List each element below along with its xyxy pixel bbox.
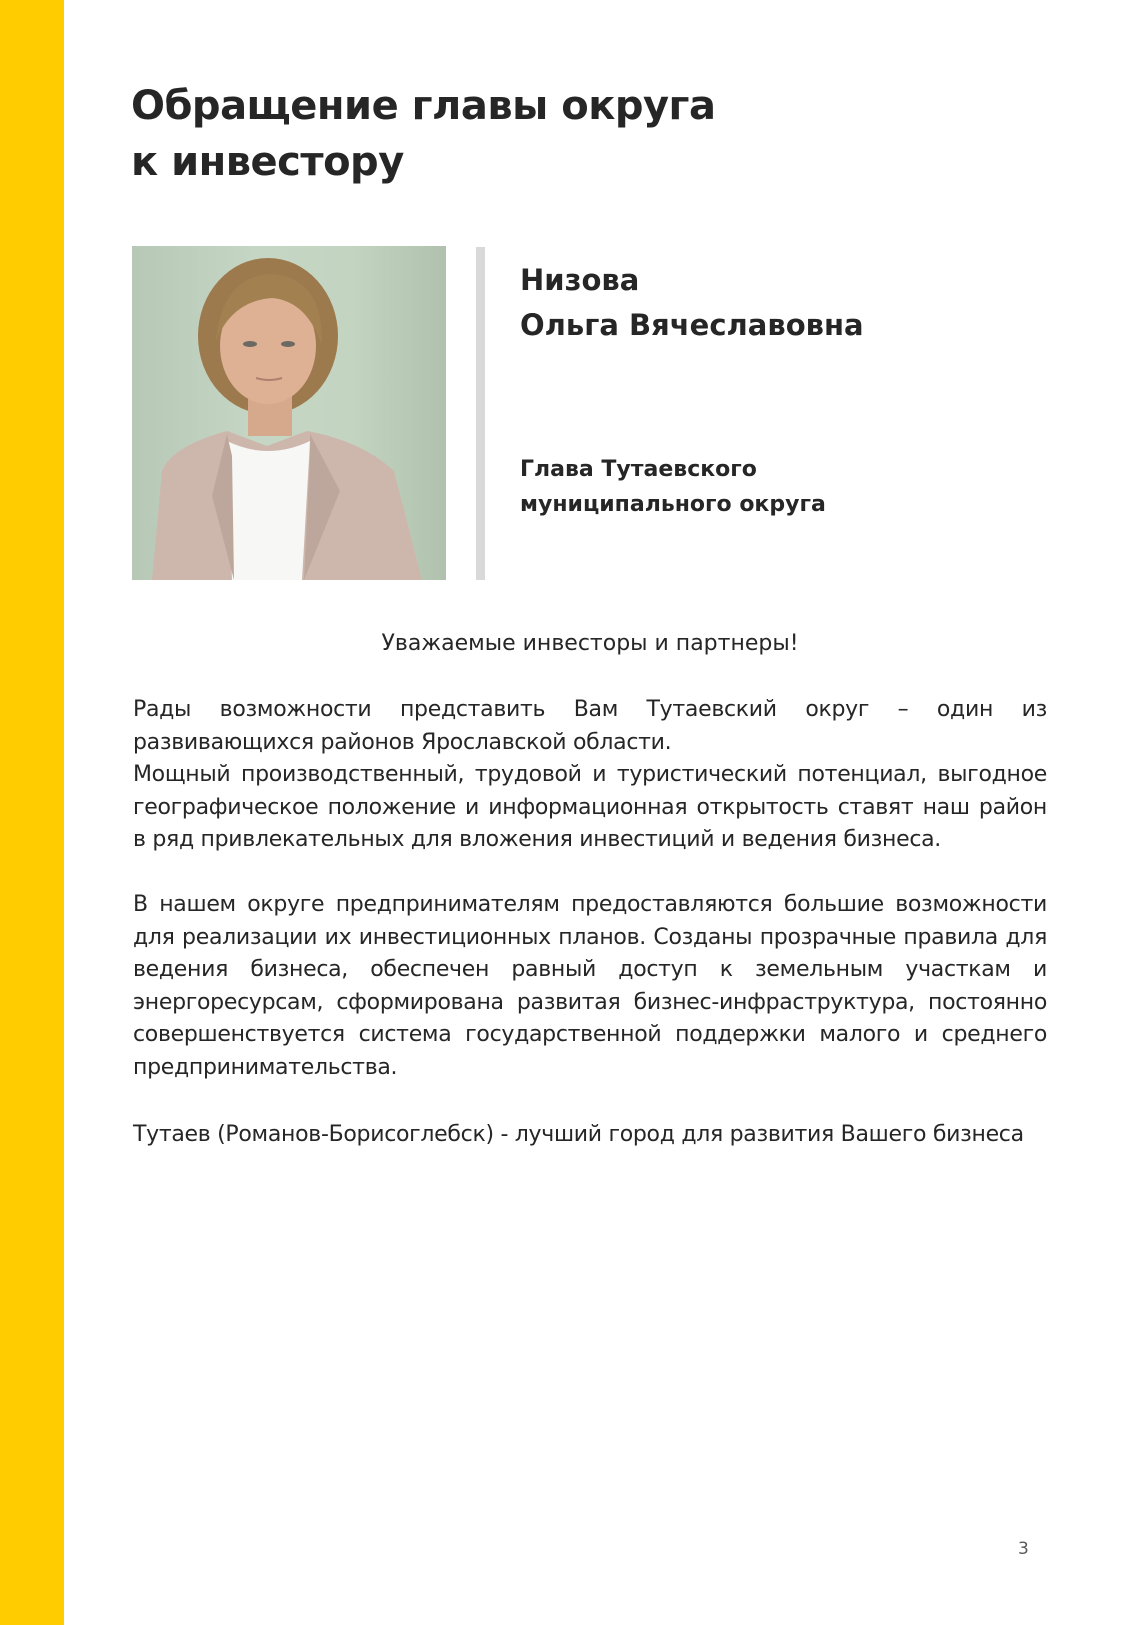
- right-eye: [281, 341, 295, 347]
- person-position: [520, 452, 826, 522]
- person-position-line-2: муниципального округа: [520, 492, 826, 517]
- person-given-names: Ольга Вячеславовна: [520, 308, 864, 342]
- shirt-shape: [227, 441, 310, 580]
- person-position-line-1: Глава Тутаевского: [520, 457, 757, 482]
- page-number: 3: [1018, 1539, 1029, 1559]
- letter-closing: Тутаев (Романов-Борисоглебск) - лучший город для развития Вашего бизнеса: [133, 1122, 1024, 1147]
- vertical-divider: [476, 247, 485, 580]
- letter-greeting: Уважаемые инвесторы и партнеры!: [381, 631, 799, 656]
- portrait-illustration: [132, 246, 446, 580]
- person-surname: Низова: [520, 263, 640, 297]
- portrait-photo: [132, 246, 446, 580]
- letter-paragraph-2: Мощный производственный, трудовой и туристический потенциал, выгодное географическое положение и информационная открытость ставят наш район в ряд привлекательных для вложения инвестиций и ведения бизнеса.: [133, 762, 1047, 852]
- letter-paragraph-3: В нашем округе предпринимателям предоставляются большие возможности для реализации их инвестиционных планов. Созданы прозрачные правила для ведения бизнеса, обеспечен равный доступ к земельным участкам и энергоресурсам, сформирована развитая бизнес-инфраструктура, постоянно совершенствуется система государственной поддержки малого и среднего предпринимательства.: [133, 892, 1047, 1080]
- page-title: [131, 78, 715, 190]
- left-eye: [243, 341, 257, 347]
- page-title-line-2: к инвестору: [131, 139, 404, 185]
- person-name: [520, 258, 864, 348]
- letter-paragraph-1: Рады возможности представить Вам Тутаевский округ – один из развивающихся районов Ярославской области.: [133, 697, 1047, 755]
- yellow-side-bar: [0, 0, 64, 1625]
- page-title-line-1: Обращение главы округа: [131, 83, 716, 129]
